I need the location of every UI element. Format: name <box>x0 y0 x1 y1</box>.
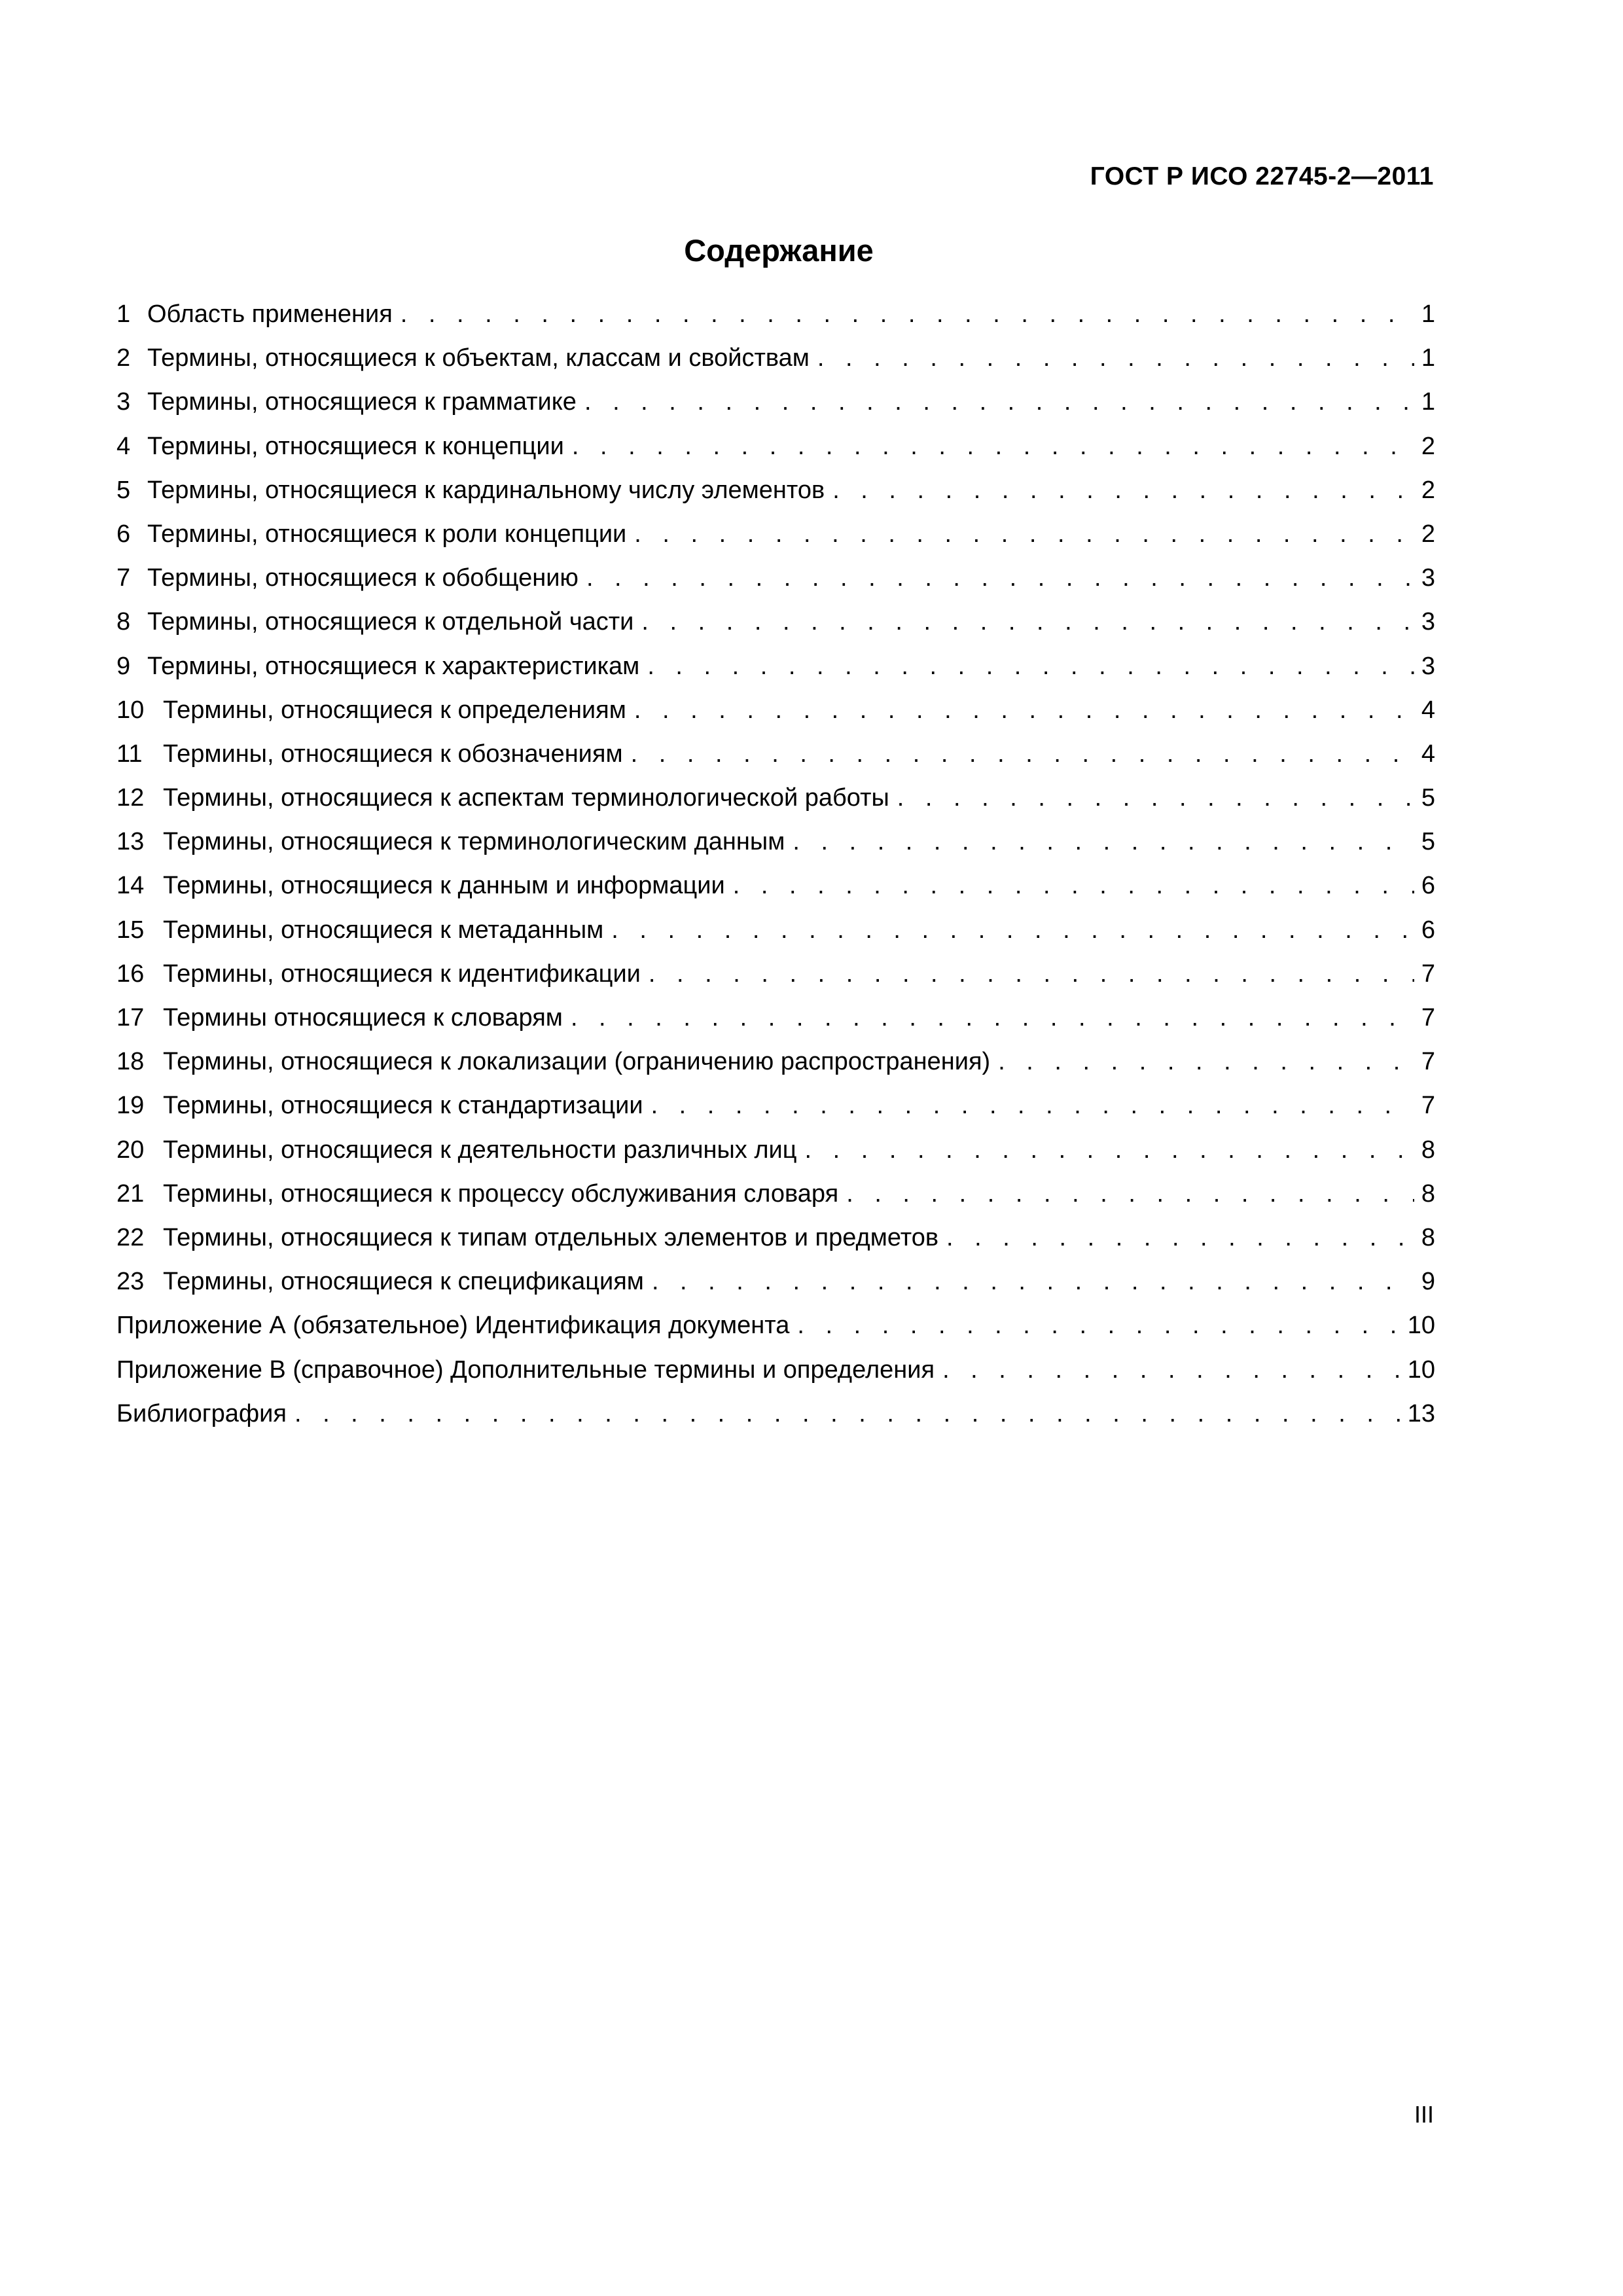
toc-leader-dots <box>611 916 1414 944</box>
toc-entry-page: 10 <box>1407 1355 1435 1384</box>
toc-entry-number: 5 <box>116 476 131 504</box>
toc-entry-label: Библиография <box>116 1399 287 1427</box>
toc-entry[interactable] <box>116 828 1435 872</box>
toc-leader-dots <box>733 872 1414 900</box>
toc-entry-label: Термины, относящиеся к идентификации <box>163 960 641 988</box>
toc-leader-dots <box>805 1136 1414 1164</box>
toc-entry[interactable] <box>116 1136 1435 1180</box>
toc-entry-label: Термины, относящиеся к аспектам терминологической работы <box>163 784 889 812</box>
toc-entry-label: Термины, относящиеся к деятельности различных лиц <box>163 1136 797 1164</box>
toc-leader-dots <box>817 344 1414 372</box>
toc-entry-label: Приложение А (обязательное) Идентификация документа <box>116 1312 790 1340</box>
toc-entry-page: 7 <box>1421 1092 1435 1120</box>
toc-entry-label: Термины, относящиеся к кардинальному числу элементов <box>147 476 825 504</box>
toc-entry[interactable] <box>116 300 1435 344</box>
toc-entry[interactable] <box>116 740 1435 784</box>
toc-entry-label: Термины, относящиеся к отдельной части <box>147 608 634 636</box>
toc-entry-number: 8 <box>116 608 131 636</box>
toc-entry-page: 5 <box>1421 784 1435 812</box>
toc-entry-page: 4 <box>1421 740 1435 768</box>
toc-entry-label: Термины, относящиеся к данным и информации <box>163 872 725 900</box>
toc-entry[interactable] <box>116 608 1435 652</box>
toc-entry-label: Термины, относящиеся к процессу обслуживания словаря <box>163 1179 839 1208</box>
toc-entry-number: 16 <box>116 960 145 988</box>
toc-entry-label: Область применения <box>147 300 393 328</box>
toc-entry-page: 7 <box>1421 1048 1435 1076</box>
toc-entry-page: 7 <box>1421 1004 1435 1031</box>
toc-leader-dots <box>946 1224 1414 1252</box>
toc-entry-number: 4 <box>116 432 131 460</box>
toc-entry[interactable] <box>116 1268 1435 1312</box>
toc-entry-number: 20 <box>116 1136 145 1164</box>
toc-entry[interactable] <box>116 696 1435 740</box>
toc-leader-dots <box>586 564 1414 592</box>
toc-entry-number: 18 <box>116 1048 145 1076</box>
toc-entry-label: Термины, относящиеся к роли концепции <box>147 520 627 548</box>
toc-entry-page: 1 <box>1421 344 1435 372</box>
toc-entry-number: 12 <box>116 784 145 812</box>
toc-entry-label: Термины, относящиеся к обобщению <box>147 564 579 592</box>
toc-title: Содержание <box>684 233 874 268</box>
toc-entry-bibliography[interactable] <box>116 1400 1435 1444</box>
toc-entry-page: 8 <box>1421 1136 1435 1164</box>
toc-entry[interactable] <box>116 564 1435 608</box>
toc-leader-dots <box>897 784 1414 812</box>
toc-entry[interactable] <box>116 433 1435 476</box>
toc-entry-page: 9 <box>1421 1268 1435 1296</box>
toc-entry-number: 13 <box>116 828 145 856</box>
toc-leader-dots <box>793 828 1414 856</box>
toc-entry-page: 2 <box>1421 432 1435 460</box>
toc-entry-number: 23 <box>116 1268 145 1296</box>
toc-entry[interactable] <box>116 344 1435 388</box>
toc-leader-dots <box>652 1268 1414 1296</box>
page-number: III <box>1414 2101 1434 2128</box>
toc-leader-dots <box>998 1048 1414 1076</box>
toc-entry[interactable] <box>116 653 1435 696</box>
toc-entry[interactable] <box>116 960 1435 1004</box>
toc-entry-label: Термины, относящиеся к обозначениям <box>163 740 623 768</box>
toc-entry-page: 7 <box>1421 960 1435 988</box>
toc-leader-dots <box>572 433 1414 461</box>
toc-entry[interactable] <box>116 476 1435 520</box>
toc-entry-page: 3 <box>1421 564 1435 592</box>
toc-leader-dots <box>294 1400 1402 1428</box>
toc-entry[interactable] <box>116 1224 1435 1268</box>
toc-entry-number: 14 <box>116 872 145 900</box>
toc-entry[interactable] <box>116 872 1435 916</box>
toc-entry-page: 10 <box>1407 1312 1435 1340</box>
toc-entry-label: Термины, относящиеся к терминологическим данным <box>163 828 785 856</box>
toc-entry[interactable] <box>116 1180 1435 1224</box>
toc-leader-dots <box>571 1004 1414 1032</box>
toc-entry[interactable] <box>116 1048 1435 1092</box>
toc-entry-label: Термины, относящиеся к определениям <box>163 696 626 724</box>
toc-entry-number: 7 <box>116 564 131 592</box>
toc-leader-dots <box>631 740 1414 768</box>
toc-entry-page: 1 <box>1421 388 1435 416</box>
toc-entry-number: 10 <box>116 696 145 724</box>
toc-leader-dots <box>651 1092 1414 1120</box>
toc-entry[interactable] <box>116 388 1435 432</box>
toc-entry-label: Термины, относящиеся к грамматике <box>147 388 577 416</box>
toc-entry-number: 22 <box>116 1223 145 1251</box>
toc-leader-dots <box>832 476 1414 505</box>
toc-entry-page: 2 <box>1421 520 1435 548</box>
toc-entry-page: 4 <box>1421 696 1435 724</box>
toc-entry-number: 15 <box>116 916 145 944</box>
toc-entry[interactable] <box>116 1004 1435 1048</box>
toc-entry-label: Приложение В (справочное) Дополнительные термины и определения <box>116 1355 935 1384</box>
toc-leader-dots <box>401 300 1414 329</box>
toc-entry-number: 17 <box>116 1004 145 1031</box>
toc-entry-number: 1 <box>116 300 131 328</box>
toc-leader-dots <box>942 1356 1402 1384</box>
toc-leader-dots <box>641 608 1414 636</box>
toc-entry-page: 1 <box>1421 300 1435 328</box>
toc-entry-page: 2 <box>1421 476 1435 504</box>
toc-entry-label: Термины относящиеся к словарям <box>163 1004 563 1031</box>
toc-entry-label: Термины, относящиеся к характеристикам <box>147 652 640 680</box>
toc-entry-page: 8 <box>1421 1179 1435 1208</box>
toc-entry[interactable] <box>116 784 1435 828</box>
toc-entry[interactable] <box>116 916 1435 960</box>
toc-entry-page: 5 <box>1421 828 1435 856</box>
toc-entry-appendix-a[interactable] <box>116 1312 1435 1355</box>
toc-entry[interactable] <box>116 1092 1435 1136</box>
toc-leader-dots <box>634 696 1414 725</box>
toc-entry-label: Термины, относящиеся к спецификациям <box>163 1268 644 1296</box>
toc-leader-dots <box>649 960 1414 988</box>
toc-entry-page: 13 <box>1407 1399 1435 1427</box>
toc-leader-dots <box>634 520 1414 548</box>
toc-entry-number: 11 <box>116 740 143 768</box>
toc-entry-page: 3 <box>1421 652 1435 680</box>
toc-entry-label: Термины, относящиеся к объектам, классам и свойствам <box>147 344 810 372</box>
toc-entry-number: 3 <box>116 388 131 416</box>
toc-leader-dots <box>797 1312 1402 1340</box>
toc-entry-appendix-b[interactable] <box>116 1356 1435 1400</box>
toc-entry-page: 6 <box>1421 872 1435 900</box>
toc-entry-page: 3 <box>1421 608 1435 636</box>
toc-entry-page: 8 <box>1421 1223 1435 1251</box>
toc-entry-label: Термины, относящиеся к концепции <box>147 432 564 460</box>
toc-entry-number: 9 <box>116 652 131 680</box>
toc-entry-page: 6 <box>1421 916 1435 944</box>
toc-entry-number: 2 <box>116 344 131 372</box>
toc-entry-label: Термины, относящиеся к типам отдельных элементов и предметов <box>163 1223 939 1251</box>
toc-entry-number: 19 <box>116 1092 145 1120</box>
document-code: ГОСТ Р ИСО 22745-2—2011 <box>1090 162 1434 190</box>
toc-entry-number: 6 <box>116 520 131 548</box>
toc-leader-dots <box>584 388 1414 416</box>
toc-leader-dots <box>647 653 1414 681</box>
toc-entry-label: Термины, относящиеся к стандартизации <box>163 1092 643 1120</box>
toc-entry[interactable] <box>116 520 1435 564</box>
toc-entry-label: Термины, относящиеся к локализации (ограничению распространения) <box>163 1048 991 1076</box>
toc-leader-dots <box>846 1180 1414 1208</box>
toc-entry-number: 21 <box>116 1179 145 1208</box>
toc-entry-label: Термины, относящиеся к метаданным <box>163 916 604 944</box>
table-of-contents <box>116 300 1435 1444</box>
